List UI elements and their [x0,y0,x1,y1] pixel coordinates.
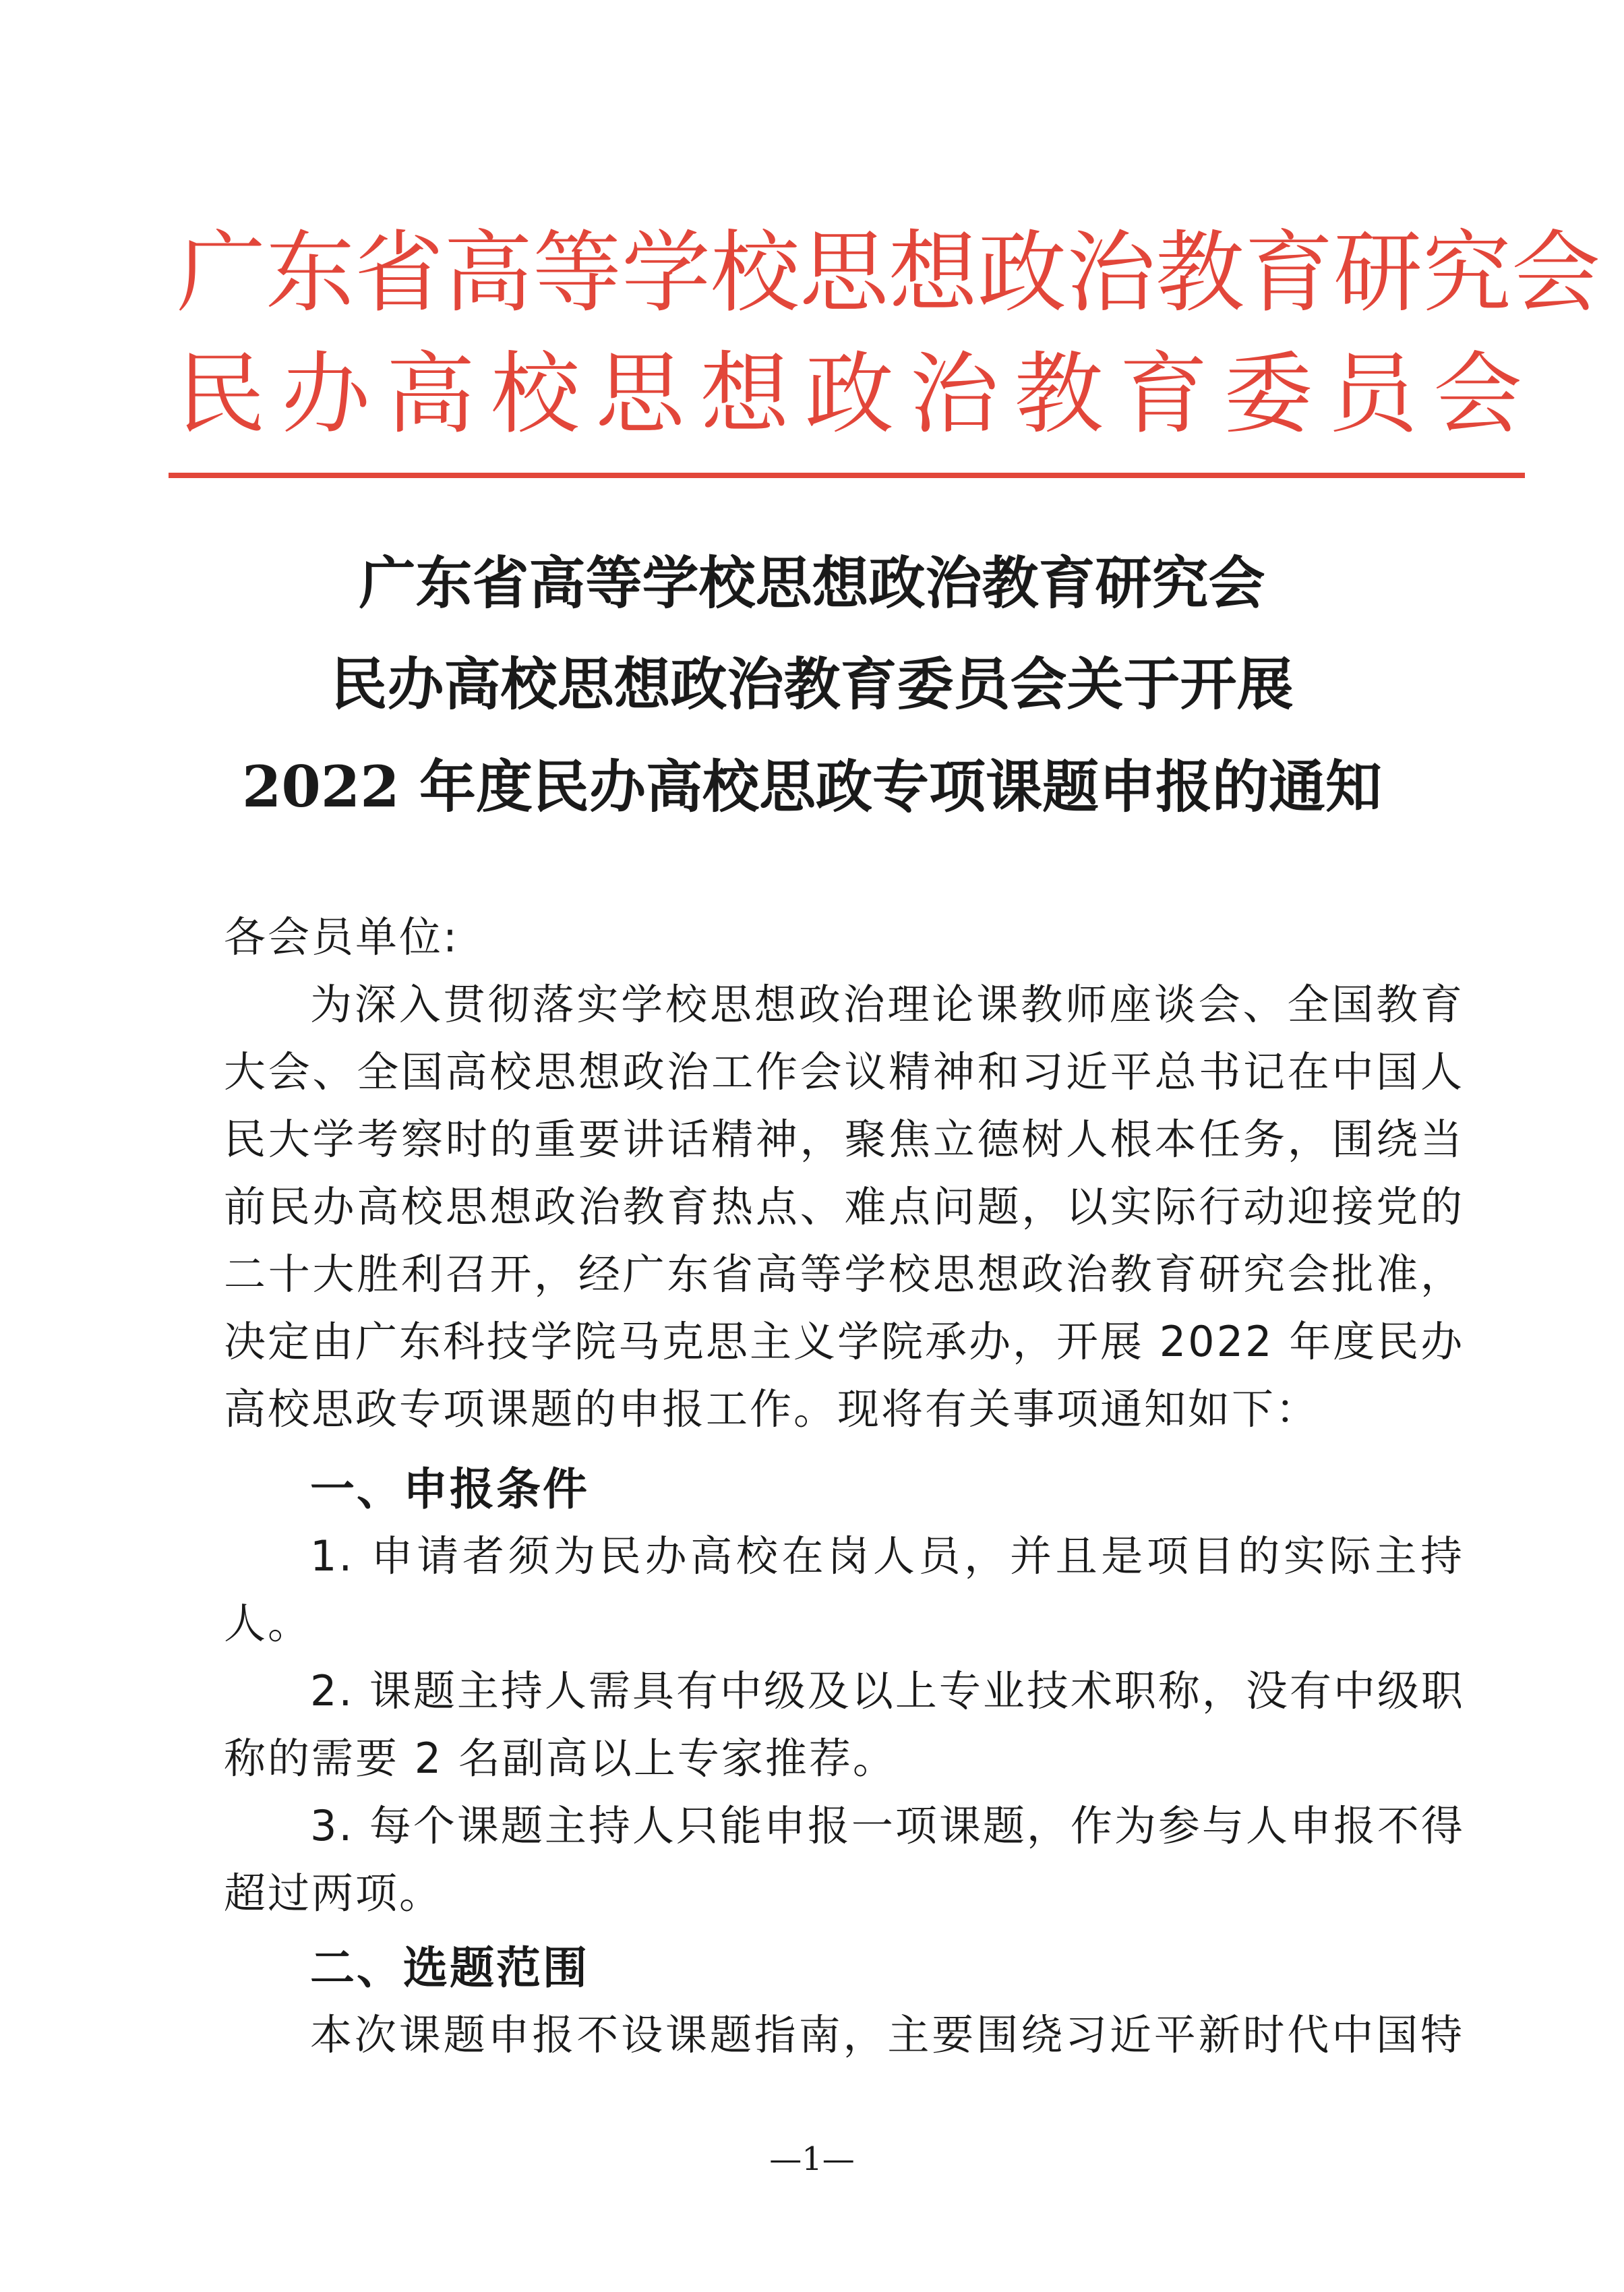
salutation [224,904,1464,971]
intro-line: 高校思政专项课题的申报工作。现将有关事项通知如下： [224,1384,1320,1434]
condition-item-1-line-2: 人。 [224,1599,312,1648]
intro-line: 民大学考察时的重要讲话精神，聚焦立德树人根本任务，围绕当 [224,1115,1464,1164]
topic-scope-line-1: 本次课题申报不设课题指南，主要围绕习近平新时代中国特 [310,2010,1464,2059]
intro-paragraph [224,971,1464,1443]
section-application-conditions [224,1455,1464,1927]
header-org-name-line-2: 民办高校思想政治教育委员会 [177,343,1522,446]
intro-line: 为深入贯彻落实学校思想政治理论课教师座谈会、全国教育 [310,980,1464,1029]
section-heading: 一、申报条件 [310,1463,589,1515]
section-heading: 二、选题范围 [310,1941,589,1994]
condition-item-1-line-1: 1. 申请者须为民办高校在岗人员，并且是项目的实际主持 [310,1531,1464,1581]
document-title-line-3: 2022 年度民办高校思政专项课题申报的通知 [241,753,1383,820]
condition-item-3-line-2: 超过两项。 [224,1869,444,1918]
condition-item-3-line-1: 3. 每个课题主持人只能申报一项课题，作为参与人申报不得 [310,1801,1465,1850]
intro-line: 二十大胜利召开，经广东省高等学校思想政治教育研究会批准， [224,1250,1464,1299]
section-topic-scope [224,1934,1464,2069]
intro-line: 决定由广东科技学院马克思主义学院承办，开展 2022 年度民办 [224,1317,1465,1366]
salutation-text: 各会员单位: [224,912,459,962]
intro-line: 大会、全国高校思想政治工作会议精神和习近平总书记在中国人 [224,1047,1464,1096]
document-title-line-1: 广东省高等学校思想政治教育研究会 [359,550,1265,616]
page-number: —1— [769,2140,855,2178]
header-red-divider [169,473,1525,478]
intro-line: 前民办高校思想政治教育热点、难点问题，以实际行动迎接党的 [224,1182,1464,1231]
document-title-line-2: 民办高校思想政治教育委员会关于开展 [330,651,1294,717]
condition-item-2-line-1: 2. 课题主持人需具有中级及以上专业技术职称，没有中级职 [310,1666,1465,1715]
condition-item-2-line-2: 称的需要 2 名副高以上专家推荐。 [224,1734,897,1783]
header-org-name-line-1: 广东省高等学校思想政治教育研究会 [177,221,1600,325]
